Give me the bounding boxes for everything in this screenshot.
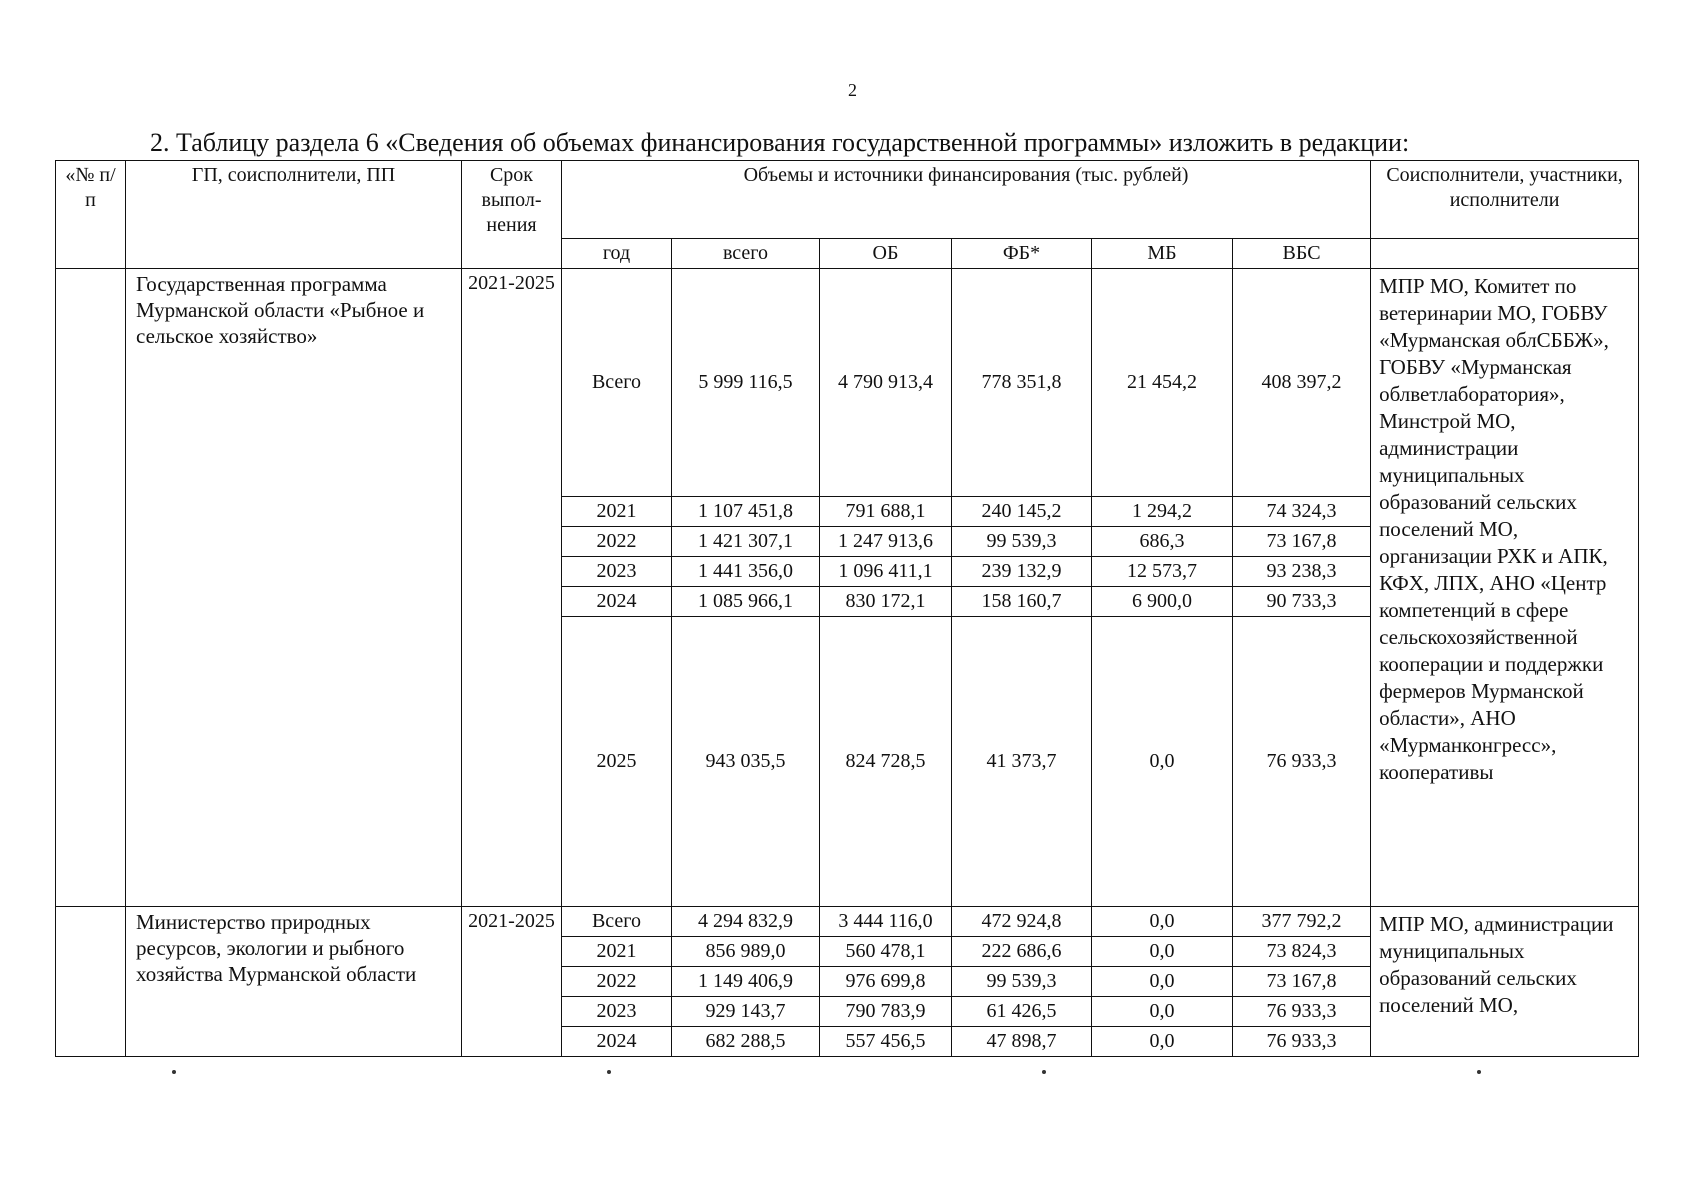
cell-mb: 0,0 — [1092, 617, 1233, 907]
cell-total: 856 989,0 — [672, 937, 820, 967]
cell-fb: 778 351,8 — [952, 269, 1092, 497]
cell-year: 2024 — [562, 1027, 672, 1057]
cell-vbs: 73 167,8 — [1233, 967, 1371, 997]
cell-mb: 0,0 — [1092, 907, 1233, 937]
section-term: 2021-2025 — [462, 269, 562, 907]
cell-ob: 830 172,1 — [820, 587, 952, 617]
cell-fb: 240 145,2 — [952, 497, 1092, 527]
table-row — [56, 907, 1639, 937]
cell-vbs: 73 167,8 — [1233, 527, 1371, 557]
cell-mb: 0,0 — [1092, 967, 1233, 997]
cell-vbs: 377 792,2 — [1233, 907, 1371, 937]
subheader-vbs: ВБС — [1233, 239, 1371, 269]
page-number: 2 — [848, 80, 857, 100]
cell-vbs: 408 397,2 — [1233, 269, 1371, 497]
cell-vbs: 76 933,3 — [1233, 997, 1371, 1027]
cell-total: 1 085 966,1 — [672, 587, 820, 617]
cell-mb: 6 900,0 — [1092, 587, 1233, 617]
subheader-blank — [1371, 239, 1639, 269]
section-name: Министерство природных ресурсов, экологии и рыбного хозяйства Мурманской области — [126, 907, 462, 1057]
cell-fb: 99 539,3 — [952, 527, 1092, 557]
cell-fb: 47 898,7 — [952, 1027, 1092, 1057]
col-program-header: ГП, соисполнители, ПП — [126, 161, 462, 269]
cell-total: 4 294 832,9 — [672, 907, 820, 937]
cell-year: Всего — [562, 907, 672, 937]
cell-mb: 0,0 — [1092, 997, 1233, 1027]
subheader-ob: ОБ — [820, 239, 952, 269]
funding-table — [55, 160, 1639, 1057]
cell-total: 1 441 356,0 — [672, 557, 820, 587]
cell-total: 682 288,5 — [672, 1027, 820, 1057]
scan-dot — [1042, 1070, 1046, 1074]
cell-ob: 791 688,1 — [820, 497, 952, 527]
cell-vbs: 90 733,3 — [1233, 587, 1371, 617]
cell-year: 2023 — [562, 557, 672, 587]
col-funding-header: Объемы и источники финансирования (тыс. рублей) — [562, 161, 1371, 239]
col-participants-header: Соисполнители, участники, исполнители — [1371, 161, 1639, 239]
cell-year: 2024 — [562, 587, 672, 617]
section-participants: МПР МО, администрации муниципальных образований сельских поселений МО, — [1371, 907, 1639, 1057]
subheader-year: год — [562, 239, 672, 269]
cell-ob: 560 478,1 — [820, 937, 952, 967]
subheader-fb: ФБ* — [952, 239, 1092, 269]
subheader-mb: МБ — [1092, 239, 1233, 269]
cell-mb: 0,0 — [1092, 1027, 1233, 1057]
cell-ob: 1 247 913,6 — [820, 527, 952, 557]
cell-total: 1 107 451,8 — [672, 497, 820, 527]
cell-total: 1 421 307,1 — [672, 527, 820, 557]
cell-year: 2021 — [562, 937, 672, 967]
cell-vbs: 73 824,3 — [1233, 937, 1371, 967]
section-participants: МПР МО, Комитет по ветеринарии МО, ГОБВУ «Мурманская облСББЖ», ГОБВУ «Мурманская облветлаборатория», Минстрой МО, администрации муниципальных образований сельских поселений МО, организации РХК и АПК, КФХ, ЛПХ, АНО «Центр компетенций в сфере сельскохозяйственной кооперации и поддержки фермеров Мурманской области», АНО «Мурманконгресс», кооперативы — [1371, 269, 1639, 907]
cell-fb: 222 686,6 — [952, 937, 1092, 967]
cell-total: 5 999 116,5 — [672, 269, 820, 497]
cell-total: 929 143,7 — [672, 997, 820, 1027]
cell-ob: 790 783,9 — [820, 997, 952, 1027]
cell-total: 943 035,5 — [672, 617, 820, 907]
section-number — [56, 907, 126, 1057]
cell-fb: 239 132,9 — [952, 557, 1092, 587]
cell-vbs: 74 324,3 — [1233, 497, 1371, 527]
cell-year: 2022 — [562, 967, 672, 997]
cell-fb: 472 924,8 — [952, 907, 1092, 937]
cell-year: 2022 — [562, 527, 672, 557]
section-term: 2021-2025 — [462, 907, 562, 1057]
cell-year: 2025 — [562, 617, 672, 907]
cell-vbs: 93 238,3 — [1233, 557, 1371, 587]
cell-ob: 3 444 116,0 — [820, 907, 952, 937]
cell-ob: 1 096 411,1 — [820, 557, 952, 587]
cell-fb: 158 160,7 — [952, 587, 1092, 617]
cell-fb: 99 539,3 — [952, 967, 1092, 997]
cell-total: 1 149 406,9 — [672, 967, 820, 997]
cell-vbs: 76 933,3 — [1233, 1027, 1371, 1057]
scan-dot — [607, 1070, 611, 1074]
cell-fb: 41 373,7 — [952, 617, 1092, 907]
section-number — [56, 269, 126, 907]
cell-vbs: 76 933,3 — [1233, 617, 1371, 907]
section-name: Государственная программа Мурманской области «Рыбное и сельское хозяйство» — [126, 269, 462, 907]
cell-ob: 976 699,8 — [820, 967, 952, 997]
cell-year: Всего — [562, 269, 672, 497]
cell-year: 2023 — [562, 997, 672, 1027]
scan-dot — [172, 1070, 176, 1074]
cell-mb: 12 573,7 — [1092, 557, 1233, 587]
cell-ob: 557 456,5 — [820, 1027, 952, 1057]
cell-year: 2021 — [562, 497, 672, 527]
subheader-total: всего — [672, 239, 820, 269]
cell-mb: 686,3 — [1092, 527, 1233, 557]
col-term-header: Срок выпол-нения — [462, 161, 562, 269]
cell-ob: 4 790 913,4 — [820, 269, 952, 497]
col-number-header: «№ п/п — [56, 161, 126, 269]
cell-ob: 824 728,5 — [820, 617, 952, 907]
scan-dot — [1477, 1070, 1481, 1074]
cell-mb: 0,0 — [1092, 937, 1233, 967]
cell-fb: 61 426,5 — [952, 997, 1092, 1027]
cell-mb: 21 454,2 — [1092, 269, 1233, 497]
cell-mb: 1 294,2 — [1092, 497, 1233, 527]
table-row — [56, 269, 1639, 497]
document-heading: 2. Таблицу раздела 6 «Сведения об объемах финансирования государственной программы» изложить в редакции: — [150, 128, 1410, 157]
